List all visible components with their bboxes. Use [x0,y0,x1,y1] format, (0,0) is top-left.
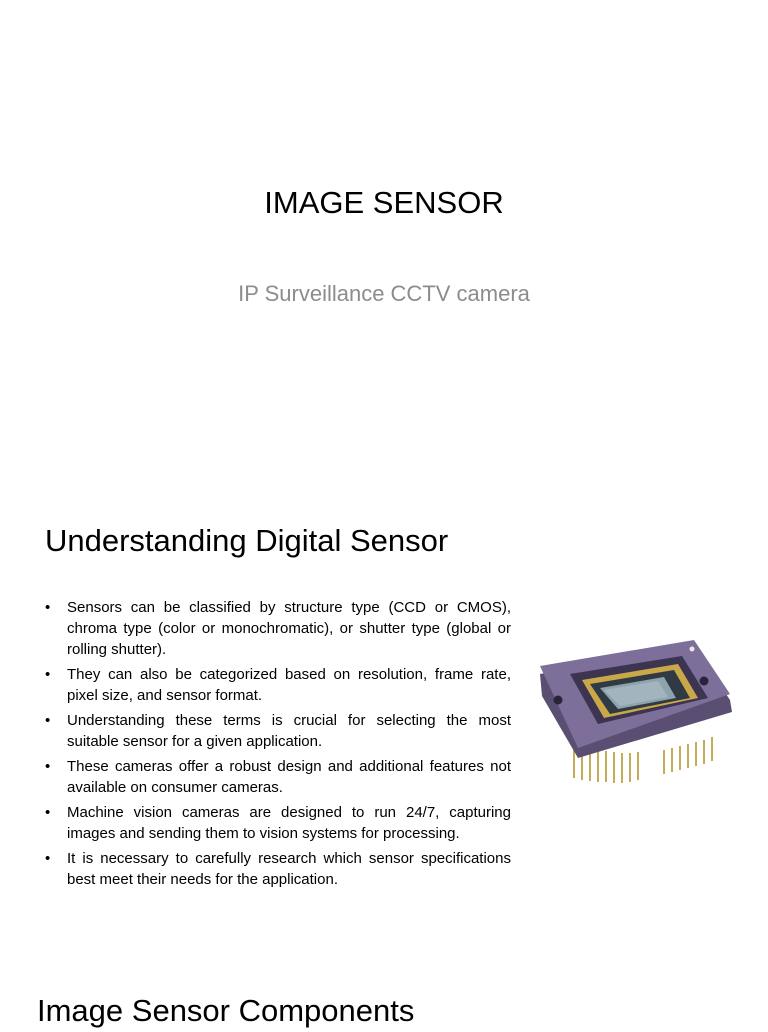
bullet-text: Understanding these terms is crucial for selecting the most suitable sensor for a given application. [67,712,511,750]
bullet-text: Sensors can be classified by structure type (CCD or CMOS), chroma type (color or monochromatic), or shutter type (global or rolling shutter). [67,599,511,658]
list-item [45,756,511,798]
next-slide-heading: Image Sensor Components [37,993,415,1028]
bullet-icon: • [45,712,51,729]
bullet-icon: • [45,666,51,683]
list-item [45,597,511,660]
bullet-text: They can also be categorized based on resolution, frame rate, pixel size, and sensor format. [67,666,511,704]
slide-title: IMAGE SENSOR [264,185,504,220]
list-item [45,664,511,706]
bullet-icon: • [45,599,51,616]
bullet-icon: • [45,804,51,821]
list-item [45,802,511,844]
bullet-text: It is necessary to carefully research which sensor specifications best meet their needs for the application. [67,850,511,888]
list-item [45,710,511,752]
bullet-text: These cameras offer a robust design and additional features not available on consumer cameras. [67,758,511,796]
slide-subtitle: IP Surveillance CCTV camera [238,281,530,306]
list-item [45,848,511,890]
image-sensor-chip-icon [534,640,734,790]
bullet-icon: • [45,850,51,867]
section-heading: Understanding Digital Sensor [45,523,449,558]
bullet-icon: • [45,758,51,775]
bullet-list [45,597,511,894]
bullet-text: Machine vision cameras are designed to run 24/7, capturing images and sending them to vision systems for processing. [67,804,511,842]
